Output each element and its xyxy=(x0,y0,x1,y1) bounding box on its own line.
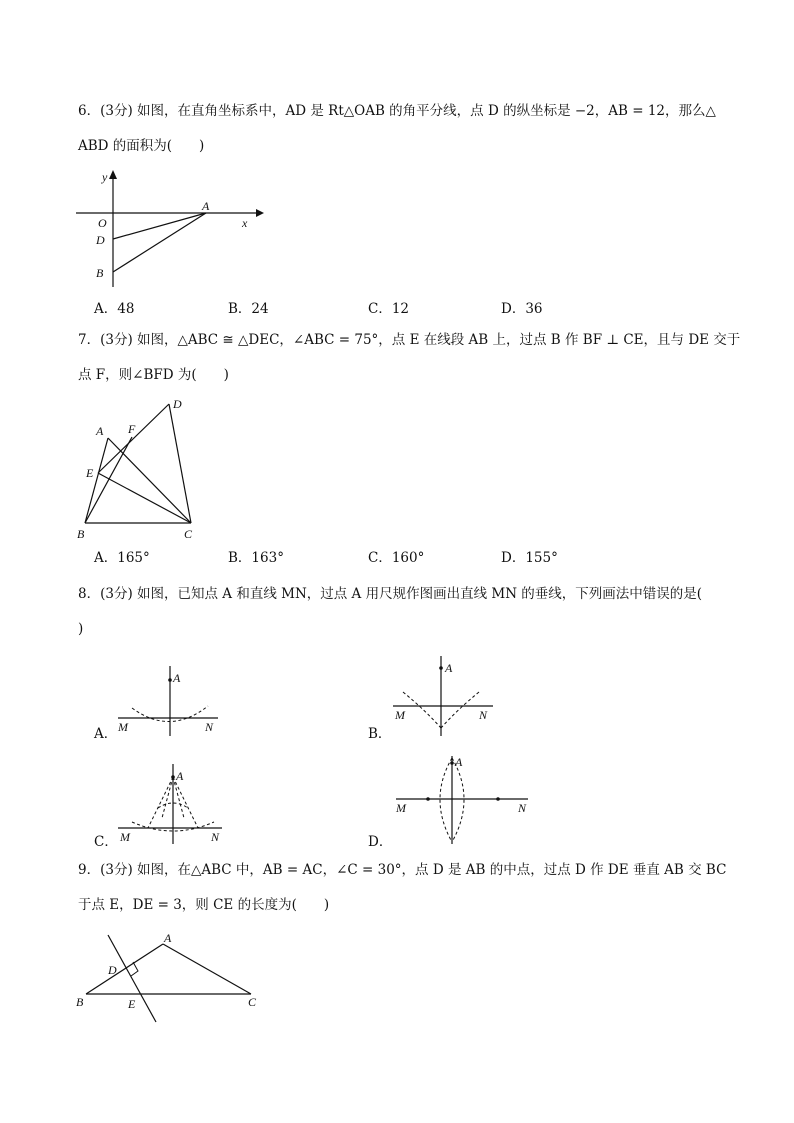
point-a xyxy=(168,678,172,682)
q8-stem-line1: 8．(3分) 如图，已知点 A 和直线 MN，过点 A 用尺规作图画出直线 MN 的垂线，下列画法中错误的是( xyxy=(78,586,703,602)
label-m: M xyxy=(118,720,128,734)
q7-option-d[interactable]: D．155° xyxy=(501,550,558,566)
segment-ba xyxy=(86,944,163,994)
segment-ec xyxy=(98,473,191,523)
q8-option-b[interactable]: B． xyxy=(368,726,392,742)
label-x: x xyxy=(242,216,248,230)
q9-stem-line2: 于点 E，DE = 3，则 CE 的长度为( ) xyxy=(78,897,330,913)
point-right xyxy=(496,797,500,801)
x-axis-arrow xyxy=(256,209,264,217)
label-d: D xyxy=(173,397,182,411)
label-b: B xyxy=(96,266,104,280)
construction-line-right xyxy=(173,777,198,828)
q8-figure-d xyxy=(390,752,540,848)
q6-option-c[interactable]: C．12 xyxy=(368,301,410,317)
construction-line-left xyxy=(148,777,173,828)
q8-stem-line2: ) xyxy=(78,621,84,637)
q8-option-d[interactable]: D． xyxy=(368,834,393,850)
q7-stem-line2: 点 F，则∠BFD 为( ) xyxy=(78,367,229,383)
construction-line-inner-left xyxy=(162,777,173,818)
label-c: C xyxy=(184,527,193,541)
segment-ba xyxy=(85,438,108,523)
label-y: y xyxy=(102,170,108,184)
construction-line-inner-right xyxy=(173,777,184,818)
q7-option-b[interactable]: B．163° xyxy=(228,550,284,566)
label-a: A xyxy=(445,661,453,675)
construction-arc-right xyxy=(452,758,464,842)
q6-option-b[interactable]: B．24 xyxy=(228,301,269,317)
q6-stem-line1: 6．(3分) 如图，在直角坐标系中，AD 是 Rt△OAB 的角平分线，点 D 的纵坐标是 −2，AB = 12，那么△ xyxy=(78,103,716,119)
label-o: O xyxy=(98,216,107,230)
point-a xyxy=(450,761,454,765)
q6-stem-line2: ABD 的面积为( ) xyxy=(78,138,205,154)
q8-figure-c xyxy=(110,760,235,848)
segment-bf xyxy=(85,437,132,523)
point-a xyxy=(439,666,443,670)
segment-ad xyxy=(113,213,206,239)
segment-ac xyxy=(163,944,251,994)
label-c: C xyxy=(248,995,257,1009)
q7-option-c[interactable]: C．160° xyxy=(368,550,425,566)
label-d: D xyxy=(108,963,117,977)
construction-arc-right xyxy=(441,692,479,728)
q9-stem-line1: 9．(3分) 如图，在△ABC 中，AB = AC，∠C = 30°，点 D 是 AB 的中点，过点 D 作 DE 垂直 AB 交 BC xyxy=(78,862,727,878)
label-a: A xyxy=(202,199,210,213)
label-m: M xyxy=(395,708,405,722)
construction-arc-left xyxy=(440,758,452,842)
construction-arc-left xyxy=(403,692,441,728)
q6-option-d[interactable]: D．36 xyxy=(501,301,543,317)
label-a: A xyxy=(176,769,184,783)
label-e: E xyxy=(86,466,94,480)
q7-stem-line1: 7．(3分) 如图，△ABC ≅ △DEC，∠ABC = 75°，点 E 在线段 AB 上，过点 B 作 BF ⊥ CE，且与 DE 交于 xyxy=(78,332,741,348)
label-a: A xyxy=(96,424,104,438)
q6-option-a[interactable]: A．48 xyxy=(94,301,135,317)
q7-figure xyxy=(70,393,210,543)
segment-dc xyxy=(169,404,191,523)
label-f: F xyxy=(128,422,136,436)
q6-figure xyxy=(70,165,270,295)
label-b: B xyxy=(76,995,84,1009)
q8-option-c[interactable]: C． xyxy=(94,834,118,850)
q8-figure-b xyxy=(385,652,505,740)
label-a: A xyxy=(173,671,181,685)
label-m: M xyxy=(120,830,130,844)
label-n: N xyxy=(518,801,527,815)
label-a: A xyxy=(455,755,463,769)
label-n: N xyxy=(205,720,214,734)
label-a: A xyxy=(164,931,172,945)
q9-figure xyxy=(70,925,270,1030)
label-m: M xyxy=(396,801,406,815)
y-axis-arrow xyxy=(109,170,117,179)
q7-option-a[interactable]: A．165° xyxy=(94,550,150,566)
segment-ab xyxy=(113,213,206,272)
q8-figure-a xyxy=(110,660,230,740)
point-left xyxy=(426,797,430,801)
label-b: B xyxy=(77,527,85,541)
q8-option-a[interactable]: A． xyxy=(94,726,118,742)
label-e: E xyxy=(128,997,136,1011)
label-n: N xyxy=(211,830,220,844)
label-n: N xyxy=(479,708,488,722)
label-d: D xyxy=(96,233,105,247)
